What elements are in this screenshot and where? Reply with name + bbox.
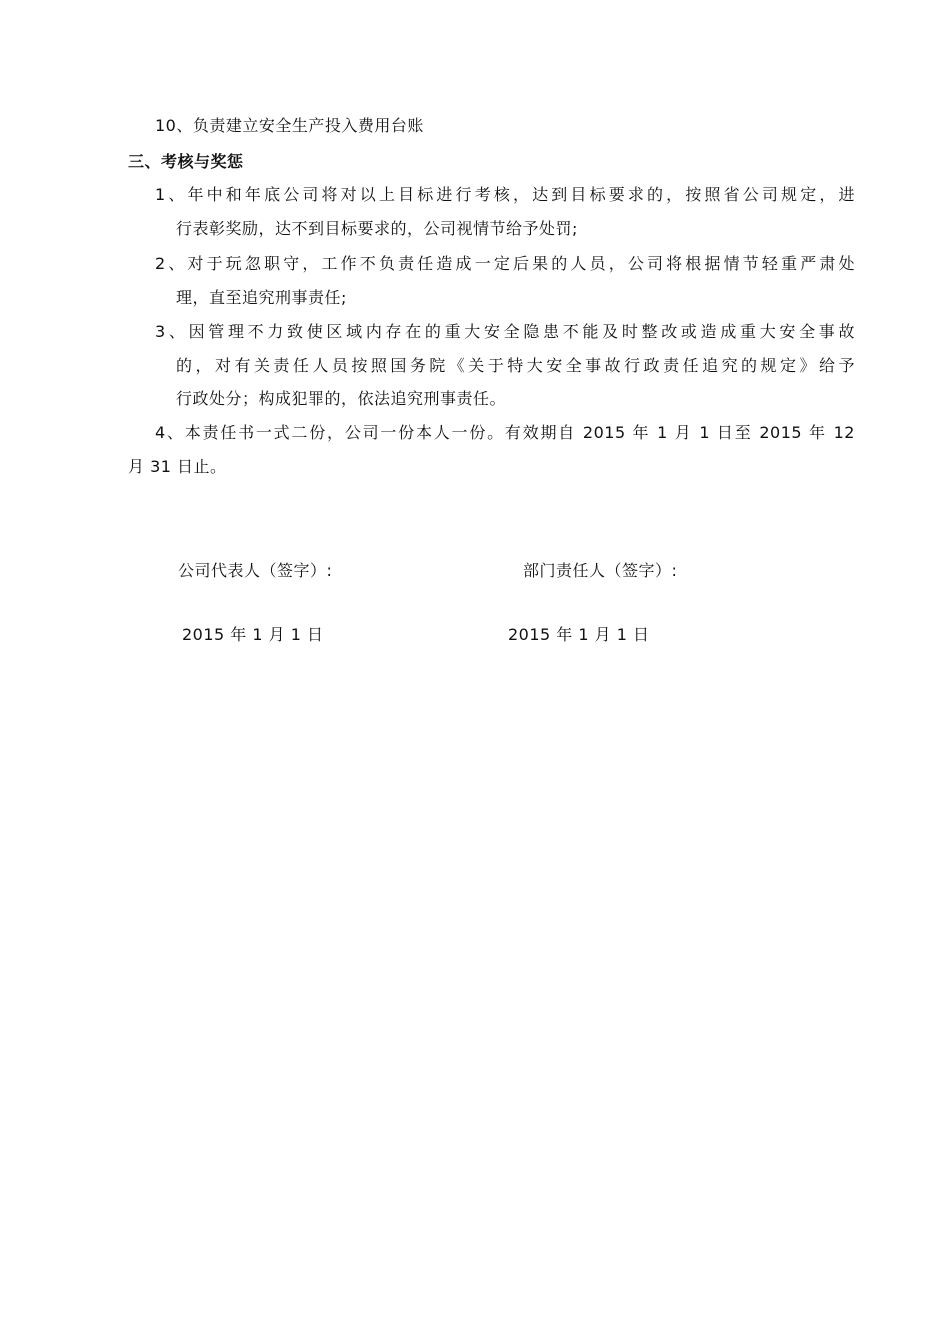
dept-signature-date: 2015 年 1 月 1 日 xyxy=(508,625,650,644)
clause-2-line-2: 理，直至追究刑事责任; xyxy=(176,288,347,307)
clause-2-line-1: 2、对于玩忽职守，工作不负责任造成一定后果的人员，公司将根据情节轻重严肃处 xyxy=(155,254,855,273)
clause-4-line-2: 月 31 日止。 xyxy=(128,457,227,476)
clause-1-line-2: 行表彰奖励，达不到目标要求的，公司视情节给予处罚; xyxy=(176,219,578,238)
clause-3-line-2: 的，对有关责任人员按照国务院《关于特大安全事故行政责任追究的规定》给予 xyxy=(176,356,855,375)
clause-3-line-3: 行政处分；构成犯罪的，依法追究刑事责任。 xyxy=(176,389,507,408)
clause-1-line-1: 1、年中和年底公司将对以上目标进行考核，达到目标要求的，按照省公司规定，进 xyxy=(155,185,855,204)
clause-3-line-1: 3、因管理不力致使区域内存在的重大安全隐患不能及时整改或造成重大安全事故 xyxy=(155,322,855,341)
company-signature-date: 2015 年 1 月 1 日 xyxy=(182,625,324,644)
clause-4-line-1: 4、本责任书一式二份，公司一份本人一份。有效期自 2015 年 1 月 1 日至 2015 年 12 xyxy=(155,423,855,442)
company-rep-signature-label: 公司代表人（签字）: xyxy=(178,561,333,580)
section-3-heading: 三、考核与奖惩 xyxy=(128,152,244,171)
item-10-text: 10、负责建立安全生产投入费用台账 xyxy=(155,116,424,135)
dept-head-signature-label: 部门责任人（签字）: xyxy=(523,561,678,580)
